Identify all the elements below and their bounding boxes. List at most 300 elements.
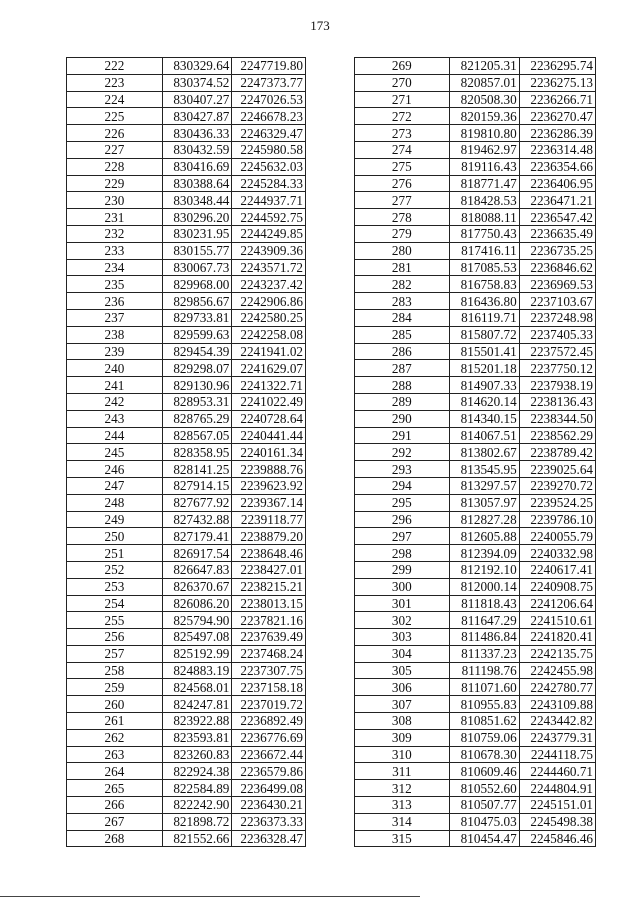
table-row (355, 175, 596, 192)
x-coordinate-cell: 810609.46 (449, 763, 519, 780)
coordinates-table-right (354, 57, 596, 847)
point-number-cell: 258 (67, 662, 163, 679)
table-row (67, 511, 306, 528)
y-coordinate-cell: 2239524.25 (519, 494, 595, 511)
y-coordinate-cell: 2236672.44 (232, 746, 306, 763)
y-coordinate-cell: 2237405.33 (519, 326, 595, 343)
point-number-cell: 263 (67, 746, 163, 763)
point-number-cell: 284 (355, 309, 450, 326)
x-coordinate-cell: 812605.88 (449, 528, 519, 545)
table-row (67, 91, 306, 108)
table-row (67, 108, 306, 125)
y-coordinate-cell: 2245284.33 (232, 175, 306, 192)
x-coordinate-cell: 830407.27 (162, 91, 232, 108)
table-row (355, 141, 596, 158)
table-row (355, 360, 596, 377)
table-row (67, 410, 306, 427)
y-coordinate-cell: 2243442.82 (519, 713, 595, 730)
y-coordinate-cell: 2241022.49 (232, 393, 306, 410)
table-row (355, 58, 596, 75)
x-coordinate-cell: 830067.73 (162, 259, 232, 276)
point-number-cell: 239 (67, 343, 163, 360)
point-number-cell: 248 (67, 494, 163, 511)
table-row (67, 377, 306, 394)
point-number-cell: 227 (67, 141, 163, 158)
y-coordinate-cell: 2237019.72 (232, 696, 306, 713)
x-coordinate-cell: 818771.47 (449, 175, 519, 192)
table-row (355, 578, 596, 595)
table-row (67, 830, 306, 847)
point-number-cell: 276 (355, 175, 450, 192)
table-row (67, 141, 306, 158)
y-coordinate-cell: 2238879.20 (232, 528, 306, 545)
x-coordinate-cell: 830329.64 (162, 58, 232, 75)
x-coordinate-cell: 825192.99 (162, 645, 232, 662)
x-coordinate-cell: 825497.08 (162, 629, 232, 646)
table-row (67, 545, 306, 562)
point-number-cell: 235 (67, 276, 163, 293)
point-number-cell: 288 (355, 377, 450, 394)
y-coordinate-cell: 2237639.49 (232, 629, 306, 646)
point-number-cell: 307 (355, 696, 450, 713)
x-coordinate-cell: 830296.20 (162, 209, 232, 226)
point-number-cell: 299 (355, 561, 450, 578)
point-number-cell: 224 (67, 91, 163, 108)
point-number-cell: 298 (355, 545, 450, 562)
table-row (355, 259, 596, 276)
point-number-cell: 250 (67, 528, 163, 545)
x-coordinate-cell: 814907.33 (449, 377, 519, 394)
y-coordinate-cell: 2238136.43 (519, 393, 595, 410)
point-number-cell: 297 (355, 528, 450, 545)
point-number-cell: 238 (67, 326, 163, 343)
x-coordinate-cell: 814067.51 (449, 427, 519, 444)
x-coordinate-cell: 816758.83 (449, 276, 519, 293)
y-coordinate-cell: 2244937.71 (232, 192, 306, 209)
x-coordinate-cell: 828765.29 (162, 410, 232, 427)
table-row (67, 276, 306, 293)
y-coordinate-cell: 2244118.75 (519, 746, 595, 763)
point-number-cell: 252 (67, 561, 163, 578)
y-coordinate-cell: 2237158.18 (232, 679, 306, 696)
table-row (355, 158, 596, 175)
point-number-cell: 275 (355, 158, 450, 175)
point-number-cell: 247 (67, 477, 163, 494)
point-number-cell: 244 (67, 427, 163, 444)
y-coordinate-cell: 2239367.14 (232, 494, 306, 511)
point-number-cell: 222 (67, 58, 163, 75)
y-coordinate-cell: 2241206.64 (519, 595, 595, 612)
x-coordinate-cell: 826086.20 (162, 595, 232, 612)
y-coordinate-cell: 2239888.76 (232, 461, 306, 478)
y-coordinate-cell: 2242580.25 (232, 309, 306, 326)
x-coordinate-cell: 811337.23 (449, 645, 519, 662)
x-coordinate-cell: 828358.95 (162, 444, 232, 461)
x-coordinate-cell: 818088.11 (449, 209, 519, 226)
x-coordinate-cell: 826917.54 (162, 545, 232, 562)
x-coordinate-cell: 830374.52 (162, 74, 232, 91)
x-coordinate-cell: 813802.67 (449, 444, 519, 461)
y-coordinate-cell: 2243237.42 (232, 276, 306, 293)
point-number-cell: 223 (67, 74, 163, 91)
table-row (355, 679, 596, 696)
point-number-cell: 278 (355, 209, 450, 226)
y-coordinate-cell: 2241510.61 (519, 612, 595, 629)
table-row (355, 242, 596, 259)
x-coordinate-cell: 829599.63 (162, 326, 232, 343)
table-row (355, 125, 596, 142)
y-coordinate-cell: 2236735.25 (519, 242, 595, 259)
x-coordinate-cell: 816119.71 (449, 309, 519, 326)
point-number-cell: 234 (67, 259, 163, 276)
x-coordinate-cell: 811818.43 (449, 595, 519, 612)
point-number-cell: 271 (355, 91, 450, 108)
point-number-cell: 280 (355, 242, 450, 259)
table-row (67, 427, 306, 444)
point-number-cell: 262 (67, 729, 163, 746)
y-coordinate-cell: 2241629.07 (232, 360, 306, 377)
point-number-cell: 264 (67, 763, 163, 780)
table-row (355, 108, 596, 125)
point-number-cell: 283 (355, 293, 450, 310)
table-row (67, 612, 306, 629)
point-number-cell: 255 (67, 612, 163, 629)
point-number-cell: 312 (355, 780, 450, 797)
table-row (67, 645, 306, 662)
point-number-cell: 226 (67, 125, 163, 142)
y-coordinate-cell: 2242135.75 (519, 645, 595, 662)
point-number-cell: 291 (355, 427, 450, 444)
x-coordinate-cell: 813545.95 (449, 461, 519, 478)
y-coordinate-cell: 2243909.36 (232, 242, 306, 259)
point-number-cell: 270 (355, 74, 450, 91)
point-number-cell: 253 (67, 578, 163, 595)
table-row (67, 528, 306, 545)
point-number-cell: 230 (67, 192, 163, 209)
x-coordinate-cell: 811071.60 (449, 679, 519, 696)
point-number-cell: 251 (67, 545, 163, 562)
y-coordinate-cell: 2236499.08 (232, 780, 306, 797)
point-number-cell: 310 (355, 746, 450, 763)
point-number-cell: 305 (355, 662, 450, 679)
table-row (67, 444, 306, 461)
y-coordinate-cell: 2243571.72 (232, 259, 306, 276)
y-coordinate-cell: 2236314.48 (519, 141, 595, 158)
page-number: 173 (310, 18, 330, 33)
table-row (67, 696, 306, 713)
point-number-cell: 292 (355, 444, 450, 461)
y-coordinate-cell: 2238789.42 (519, 444, 595, 461)
point-number-cell: 233 (67, 242, 163, 259)
table-row (67, 242, 306, 259)
table-row (67, 175, 306, 192)
x-coordinate-cell: 810454.47 (449, 830, 519, 847)
x-coordinate-cell: 811647.29 (449, 612, 519, 629)
x-coordinate-cell: 822924.38 (162, 763, 232, 780)
y-coordinate-cell: 2236969.53 (519, 276, 595, 293)
x-coordinate-cell: 812827.28 (449, 511, 519, 528)
y-coordinate-cell: 2238344.50 (519, 410, 595, 427)
table-row (355, 477, 596, 494)
x-coordinate-cell: 828141.25 (162, 461, 232, 478)
point-number-cell: 268 (67, 830, 163, 847)
table-row (355, 91, 596, 108)
table-row (67, 477, 306, 494)
point-number-cell: 231 (67, 209, 163, 226)
y-coordinate-cell: 2247373.77 (232, 74, 306, 91)
x-coordinate-cell: 823260.83 (162, 746, 232, 763)
table-row (355, 729, 596, 746)
x-coordinate-cell: 828567.05 (162, 427, 232, 444)
x-coordinate-cell: 829130.96 (162, 377, 232, 394)
table-row (355, 797, 596, 814)
x-coordinate-cell: 823922.88 (162, 713, 232, 730)
point-number-cell: 249 (67, 511, 163, 528)
table-row (355, 696, 596, 713)
scan-edge-line (0, 896, 420, 897)
table-row (355, 830, 596, 847)
y-coordinate-cell: 2245980.58 (232, 141, 306, 158)
y-coordinate-cell: 2240055.79 (519, 528, 595, 545)
table-row (355, 511, 596, 528)
y-coordinate-cell: 2238427.01 (232, 561, 306, 578)
point-number-cell: 267 (67, 813, 163, 830)
point-number-cell: 229 (67, 175, 163, 192)
x-coordinate-cell: 819810.80 (449, 125, 519, 142)
y-coordinate-cell: 2245632.03 (232, 158, 306, 175)
point-number-cell: 289 (355, 393, 450, 410)
x-coordinate-cell: 820159.36 (449, 108, 519, 125)
y-coordinate-cell: 2244804.91 (519, 780, 595, 797)
y-coordinate-cell: 2236275.13 (519, 74, 595, 91)
table-row (355, 494, 596, 511)
x-coordinate-cell: 812394.09 (449, 545, 519, 562)
x-coordinate-cell: 829733.81 (162, 309, 232, 326)
table-row (67, 360, 306, 377)
point-number-cell: 232 (67, 225, 163, 242)
point-number-cell: 260 (67, 696, 163, 713)
point-number-cell: 311 (355, 763, 450, 780)
x-coordinate-cell: 821205.31 (449, 58, 519, 75)
table-row (355, 763, 596, 780)
point-number-cell: 285 (355, 326, 450, 343)
table-row (67, 713, 306, 730)
y-coordinate-cell: 2236373.33 (232, 813, 306, 830)
x-coordinate-cell: 819462.97 (449, 141, 519, 158)
y-coordinate-cell: 2237938.19 (519, 377, 595, 394)
y-coordinate-cell: 2238013.15 (232, 595, 306, 612)
point-number-cell: 242 (67, 393, 163, 410)
point-number-cell: 265 (67, 780, 163, 797)
y-coordinate-cell: 2237468.24 (232, 645, 306, 662)
point-number-cell: 287 (355, 360, 450, 377)
y-coordinate-cell: 2236295.74 (519, 58, 595, 75)
table-row (67, 578, 306, 595)
y-coordinate-cell: 2236406.95 (519, 175, 595, 192)
x-coordinate-cell: 824568.01 (162, 679, 232, 696)
point-number-cell: 277 (355, 192, 450, 209)
y-coordinate-cell: 2239270.72 (519, 477, 595, 494)
point-number-cell: 261 (67, 713, 163, 730)
table-row (355, 595, 596, 612)
table-row (67, 192, 306, 209)
table-row (355, 74, 596, 91)
x-coordinate-cell: 823593.81 (162, 729, 232, 746)
y-coordinate-cell: 2243779.31 (519, 729, 595, 746)
point-number-cell: 281 (355, 259, 450, 276)
table-row (355, 427, 596, 444)
table-row (355, 612, 596, 629)
y-coordinate-cell: 2236430.21 (232, 797, 306, 814)
y-coordinate-cell: 2236892.49 (232, 713, 306, 730)
y-coordinate-cell: 2244460.71 (519, 763, 595, 780)
y-coordinate-cell: 2236846.62 (519, 259, 595, 276)
point-number-cell: 315 (355, 830, 450, 847)
x-coordinate-cell: 814340.15 (449, 410, 519, 427)
y-coordinate-cell: 2240908.75 (519, 578, 595, 595)
table-row (67, 561, 306, 578)
x-coordinate-cell: 830155.77 (162, 242, 232, 259)
x-coordinate-cell: 826370.67 (162, 578, 232, 595)
x-coordinate-cell: 815807.72 (449, 326, 519, 343)
table-row (355, 293, 596, 310)
x-coordinate-cell: 810678.30 (449, 746, 519, 763)
point-number-cell: 254 (67, 595, 163, 612)
y-coordinate-cell: 2238562.29 (519, 427, 595, 444)
y-coordinate-cell: 2247719.80 (232, 58, 306, 75)
point-number-cell: 257 (67, 645, 163, 662)
point-number-cell: 293 (355, 461, 450, 478)
point-number-cell: 290 (355, 410, 450, 427)
table-row (355, 393, 596, 410)
x-coordinate-cell: 811486.84 (449, 629, 519, 646)
y-coordinate-cell: 2237307.75 (232, 662, 306, 679)
x-coordinate-cell: 813057.97 (449, 494, 519, 511)
x-coordinate-cell: 829298.07 (162, 360, 232, 377)
x-coordinate-cell: 815201.18 (449, 360, 519, 377)
point-number-cell: 237 (67, 309, 163, 326)
point-number-cell: 294 (355, 477, 450, 494)
table-row (355, 645, 596, 662)
table-row (355, 377, 596, 394)
table-row (355, 528, 596, 545)
x-coordinate-cell: 830427.87 (162, 108, 232, 125)
y-coordinate-cell: 2245846.46 (519, 830, 595, 847)
table-row (355, 343, 596, 360)
y-coordinate-cell: 2236286.39 (519, 125, 595, 142)
table-row (355, 713, 596, 730)
y-coordinate-cell: 2237572.45 (519, 343, 595, 360)
y-coordinate-cell: 2240617.41 (519, 561, 595, 578)
table-row (67, 209, 306, 226)
point-number-cell: 296 (355, 511, 450, 528)
y-coordinate-cell: 2242780.77 (519, 679, 595, 696)
x-coordinate-cell: 821898.72 (162, 813, 232, 830)
table-row (67, 679, 306, 696)
y-coordinate-cell: 2244592.75 (232, 209, 306, 226)
y-coordinate-cell: 2245498.38 (519, 813, 595, 830)
y-coordinate-cell: 2238648.46 (232, 545, 306, 562)
x-coordinate-cell: 830416.69 (162, 158, 232, 175)
point-number-cell: 295 (355, 494, 450, 511)
table-row (355, 813, 596, 830)
point-number-cell: 313 (355, 797, 450, 814)
table-row (355, 561, 596, 578)
x-coordinate-cell: 819116.43 (449, 158, 519, 175)
y-coordinate-cell: 2239623.92 (232, 477, 306, 494)
table-row (67, 259, 306, 276)
point-number-cell: 256 (67, 629, 163, 646)
point-number-cell: 269 (355, 58, 450, 75)
table-row (355, 192, 596, 209)
table-row (67, 293, 306, 310)
x-coordinate-cell: 824247.81 (162, 696, 232, 713)
x-coordinate-cell: 827914.15 (162, 477, 232, 494)
table-row (67, 225, 306, 242)
table-row (67, 746, 306, 763)
table-row (355, 309, 596, 326)
table-row (67, 58, 306, 75)
table-row (67, 662, 306, 679)
x-coordinate-cell: 820857.01 (449, 74, 519, 91)
y-coordinate-cell: 2236776.69 (232, 729, 306, 746)
y-coordinate-cell: 2240161.34 (232, 444, 306, 461)
table-row (355, 209, 596, 226)
y-coordinate-cell: 2246678.23 (232, 108, 306, 125)
table-row (67, 595, 306, 612)
y-coordinate-cell: 2242906.86 (232, 293, 306, 310)
point-number-cell: 279 (355, 225, 450, 242)
point-number-cell: 246 (67, 461, 163, 478)
y-coordinate-cell: 2247026.53 (232, 91, 306, 108)
y-coordinate-cell: 2236354.66 (519, 158, 595, 175)
x-coordinate-cell: 816436.80 (449, 293, 519, 310)
point-number-cell: 314 (355, 813, 450, 830)
x-coordinate-cell: 817085.53 (449, 259, 519, 276)
table-row (67, 629, 306, 646)
y-coordinate-cell: 2236547.42 (519, 209, 595, 226)
y-coordinate-cell: 2237750.12 (519, 360, 595, 377)
point-number-cell: 236 (67, 293, 163, 310)
y-coordinate-cell: 2242455.98 (519, 662, 595, 679)
x-coordinate-cell: 829454.39 (162, 343, 232, 360)
table-row (67, 326, 306, 343)
point-number-cell: 300 (355, 578, 450, 595)
table-row (67, 763, 306, 780)
point-number-cell: 240 (67, 360, 163, 377)
table-row (67, 494, 306, 511)
point-number-cell: 301 (355, 595, 450, 612)
table-row (355, 461, 596, 478)
table-row (355, 629, 596, 646)
point-number-cell: 266 (67, 797, 163, 814)
y-coordinate-cell: 2236270.47 (519, 108, 595, 125)
point-number-cell: 286 (355, 343, 450, 360)
table-row (67, 74, 306, 91)
point-number-cell: 272 (355, 108, 450, 125)
x-coordinate-cell: 825794.90 (162, 612, 232, 629)
table-row (355, 780, 596, 797)
point-number-cell: 273 (355, 125, 450, 142)
table-row (67, 125, 306, 142)
y-coordinate-cell: 2236266.71 (519, 91, 595, 108)
x-coordinate-cell: 811198.76 (449, 662, 519, 679)
table-row (355, 326, 596, 343)
table-row (355, 225, 596, 242)
y-coordinate-cell: 2242258.08 (232, 326, 306, 343)
x-coordinate-cell: 830231.95 (162, 225, 232, 242)
point-number-cell: 306 (355, 679, 450, 696)
